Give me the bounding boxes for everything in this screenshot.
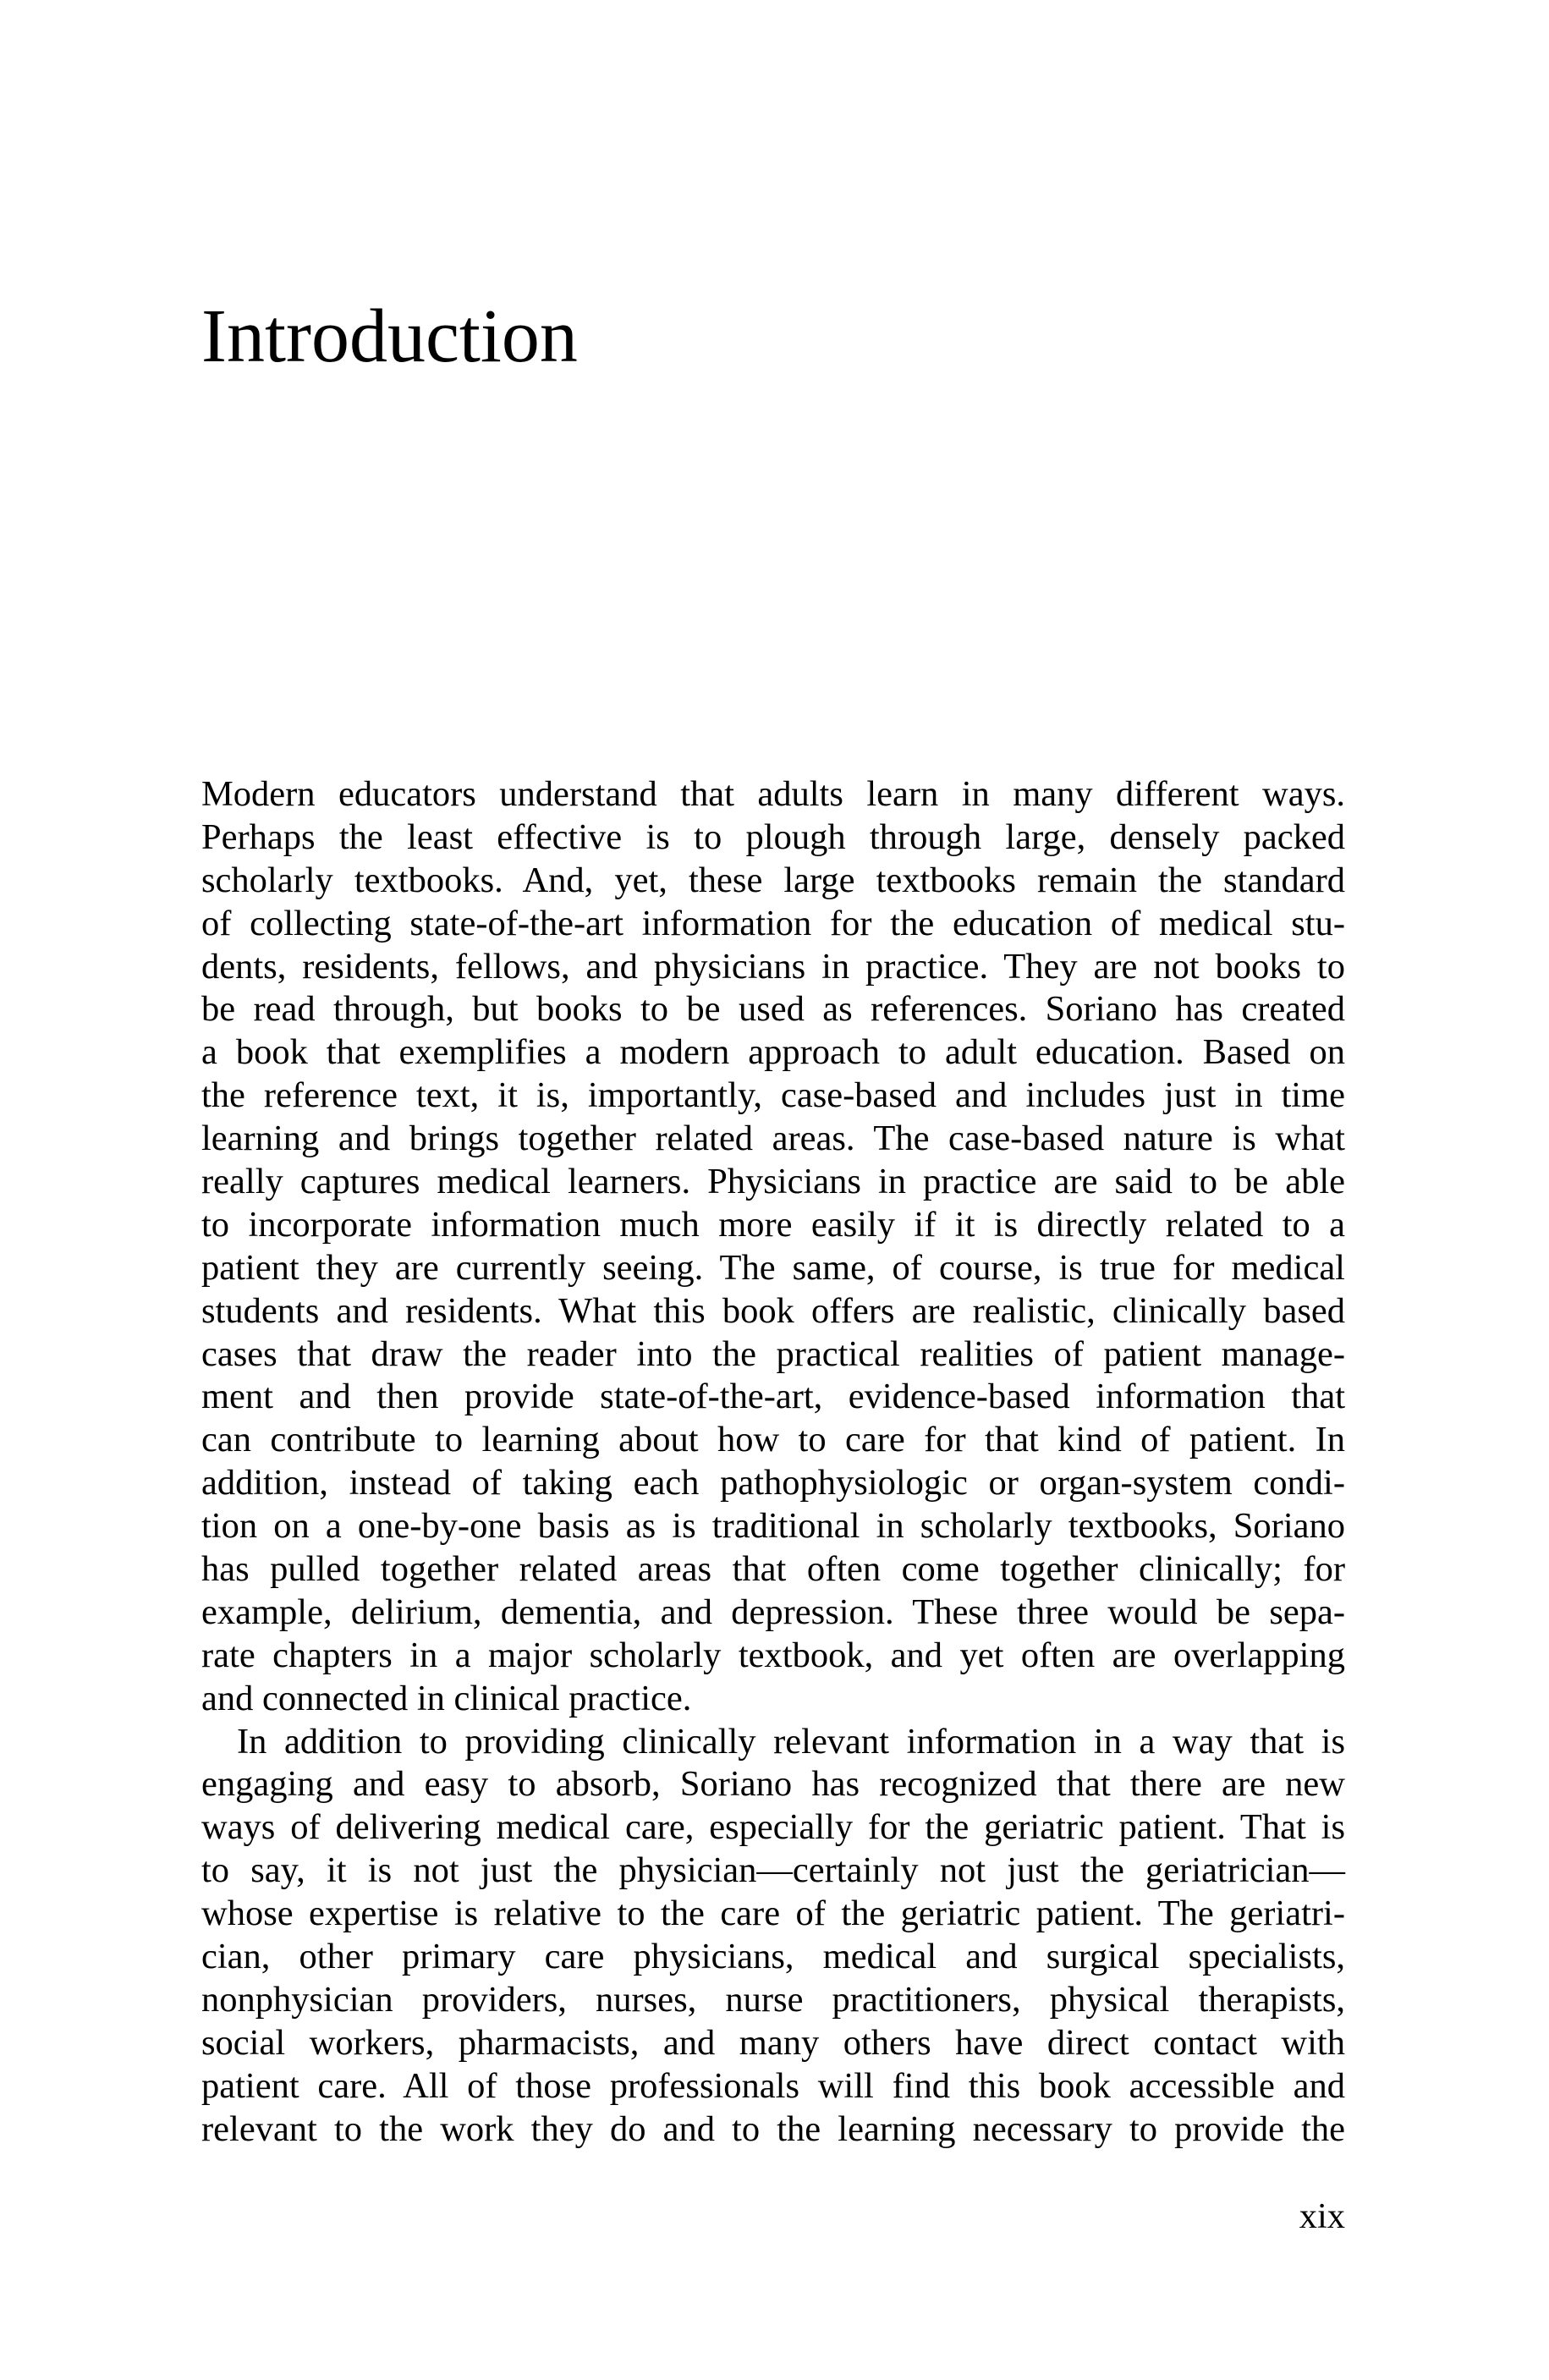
text-line: example, delirium, dementia, and depression. These three would be sepa- <box>201 1591 1345 1632</box>
text-line: really captures medical learners. Physicians in practice are said to be able <box>201 1162 1345 1202</box>
text-line: dents, residents, fellows, and physicians in practice. They are not books to <box>201 946 1345 987</box>
text-line: of collecting state-of-the-art information for the education of medical stu- <box>201 903 1345 943</box>
text-line: be read through, but books to be used as references. Soriano has created <box>201 989 1345 1030</box>
text-line: has pulled together related areas that often come together clinically; for <box>201 1549 1345 1590</box>
text-line: scholarly textbooks. And, yet, these large textbooks remain the standard <box>201 860 1345 900</box>
text-line: cases that draw the reader into the practical realities of patient manage- <box>201 1333 1345 1374</box>
page-number: xix <box>1299 2196 1345 2236</box>
text-line: can contribute to learning about how to care for that kind of patient. In <box>201 1420 1345 1460</box>
text-line: relevant to the work they do and to the learning necessary to provide the <box>201 2108 1345 2149</box>
text-line: to say, it is not just the physician—certainly not just the geriatrician— <box>201 1850 1345 1891</box>
text-line: learning and brings together related areas. The case-based nature is what <box>201 1119 1345 1159</box>
body-text <box>201 773 1345 2152</box>
text-line: patient they are currently seeing. The same, of course, is true for medical <box>201 1247 1345 1288</box>
text-line: patient care. All of those professionals will find this book accessible and <box>201 2065 1345 2106</box>
paragraph-end-line: and connected in clinical practice. <box>201 1678 692 1718</box>
text-line: cian, other primary care physicians, medical and surgical specialists, <box>201 1937 1345 1977</box>
text-line: social workers, pharmacists, and many others have direct contact with <box>201 2022 1345 2063</box>
text-line: ment and then provide state-of-the-art, evidence-based information that <box>201 1377 1345 1417</box>
chapter-title: Introduction <box>201 294 578 378</box>
text-line: nonphysician providers, nurses, nurse practitioners, physical therapists, <box>201 1979 1345 2020</box>
text-line: whose expertise is relative to the care of the geriatric patient. The geriatri- <box>201 1894 1345 1934</box>
text-line: rate chapters in a major scholarly textbook, and yet often are overlapping <box>201 1635 1345 1675</box>
text-line: Perhaps the least effective is to plough through large, densely packed <box>201 816 1345 857</box>
paragraph-start-line: In addition to providing clinically relevant information in a way that is <box>237 1721 1345 1762</box>
text-line: engaging and easy to absorb, Soriano has recognized that there are new <box>201 1764 1345 1805</box>
text-line: the reference text, it is, importantly, case-based and includes just in time <box>201 1075 1345 1116</box>
text-line: ways of delivering medical care, especially for the geriatric patient. That is <box>201 1807 1345 1848</box>
text-line: tion on a one-by-one basis as is traditional in scholarly textbooks, Soriano <box>201 1506 1345 1547</box>
text-line: addition, instead of taking each pathophysiologic or organ-system condi- <box>201 1463 1345 1503</box>
text-line: to incorporate information much more easily if it is directly related to a <box>201 1204 1345 1245</box>
text-line: a book that exemplifies a modern approach to adult education. Based on <box>201 1032 1345 1073</box>
text-line: Modern educators understand that adults learn in many different ways. <box>201 774 1345 814</box>
text-line: students and residents. What this book offers are realistic, clinically based <box>201 1290 1345 1331</box>
